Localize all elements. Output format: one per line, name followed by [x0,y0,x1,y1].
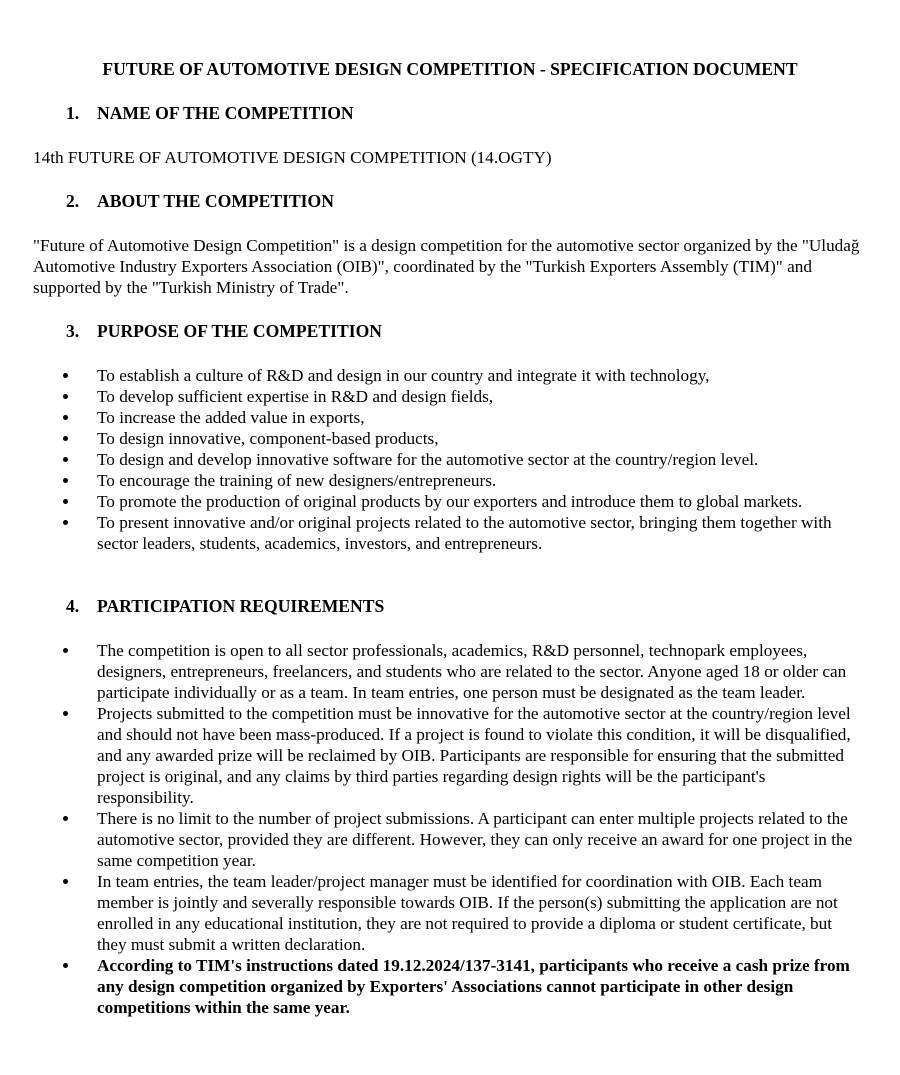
section-title: NAME OF THE COMPETITION [97,103,354,123]
list-item-text: To establish a culture of R&D and design in our country and integrate it with technology, [97,366,710,385]
purpose-list [63,365,863,554]
list-item [63,512,863,554]
bullet-icon [63,415,68,420]
list-item [63,365,863,386]
list-item-text: To design innovative, component-based products, [97,429,439,448]
list-item-text: The competition is open to all sector professionals, academics, R&D personnel, technopark employees, designers, entrepreneurs, freelancers, and students who are related to the sector. Anyone aged 18 or older can participate individually or as a team. In team entries, one person must be designated as the team leader. [97,641,847,702]
list-item-text: To encourage the training of new designers/entrepreneurs. [97,471,497,490]
bullet-icon [63,457,68,462]
list-item [63,428,863,449]
list-item-text: To design and develop innovative software for the automotive sector at the country/region level. [97,450,759,469]
list-item [63,386,863,407]
requirements-list [63,640,863,1018]
bullet-icon [63,520,68,525]
list-item-text: There is no limit to the number of project submissions. A participant can enter multiple projects related to the automotive sector, provided they are different. However, they can only receive an award for one project in the same competition year. [97,809,853,870]
list-item [63,955,863,1018]
bullet-icon [63,816,68,821]
section-title: PARTICIPATION REQUIREMENTS [97,596,385,616]
list-item [63,491,863,512]
list-item-text: To present innovative and/or original projects related to the automotive sector, bringing them together with sector leaders, students, academics, investors, and entrepreneurs. [97,513,832,553]
bullet-icon [63,436,68,441]
bullet-icon [63,394,68,399]
list-item-text: To increase the added value in exports, [97,408,365,427]
list-item [63,808,863,871]
list-item-text: To develop sufficient expertise in R&D and design fields, [97,387,494,406]
list-item-text: To promote the production of original products by our exporters and introduce them to global markets. [97,492,803,511]
list-item [63,871,863,955]
bullet-icon [63,648,68,653]
list-item [63,640,863,703]
section-number: 1. [66,103,80,123]
section-2-text: "Future of Automotive Design Competition" is a design competition for the automotive sector organized by the "Uludağ Automotive Industry Exporters Association (OIB)", coordinated by the "Turkish Exporters Assembly (TIM)" and supported by the "Turkish Ministry of Trade". [33,236,860,297]
bullet-icon [63,373,68,378]
list-item [63,407,863,428]
section-number: 4. [66,596,80,616]
section-title: PURPOSE OF THE COMPETITION [97,321,382,341]
bullet-icon [63,499,68,504]
section-1-text: 14th FUTURE OF AUTOMOTIVE DESIGN COMPETITION (14.OGTY) [33,148,552,167]
list-item [63,703,863,808]
document-title: FUTURE OF AUTOMOTIVE DESIGN COMPETITION - SPECIFICATION DOCUMENT [102,59,798,79]
bullet-icon [63,478,68,483]
section-title: ABOUT THE COMPETITION [97,191,334,211]
list-item-text: In team entries, the team leader/project manager must be identified for coordination with OIB. Each team member is jointly and severally responsible towards OIB. If the person(s) submitting the application are not enrolled in any educational institution, they are not required to provide a diploma or student certificate, but they must submit a written declaration. [97,872,838,954]
section-number: 3. [66,321,80,341]
list-item [63,449,863,470]
list-item [63,470,863,491]
section-number: 2. [66,191,80,211]
bullet-icon [63,711,68,716]
bullet-icon [63,879,68,884]
list-item-text: Projects submitted to the competition must be innovative for the automotive sector at the country/region level and should not have been mass-produced. If a project is found to violate this condition, it will be disqualified, and any awarded prize will be reclaimed by OIB. Participants are responsible for ensuring that the submitted project is original, and any claims by third parties regarding design rights will be the participant's responsibility. [97,704,851,807]
bullet-icon [63,963,68,968]
list-item-text: According to TIM's instructions dated 19.12.2024/137-3141, participants who receive a cash prize from any design competition organized by Exporters' Associations cannot participate in other design competitions within the same year. [97,956,850,1017]
